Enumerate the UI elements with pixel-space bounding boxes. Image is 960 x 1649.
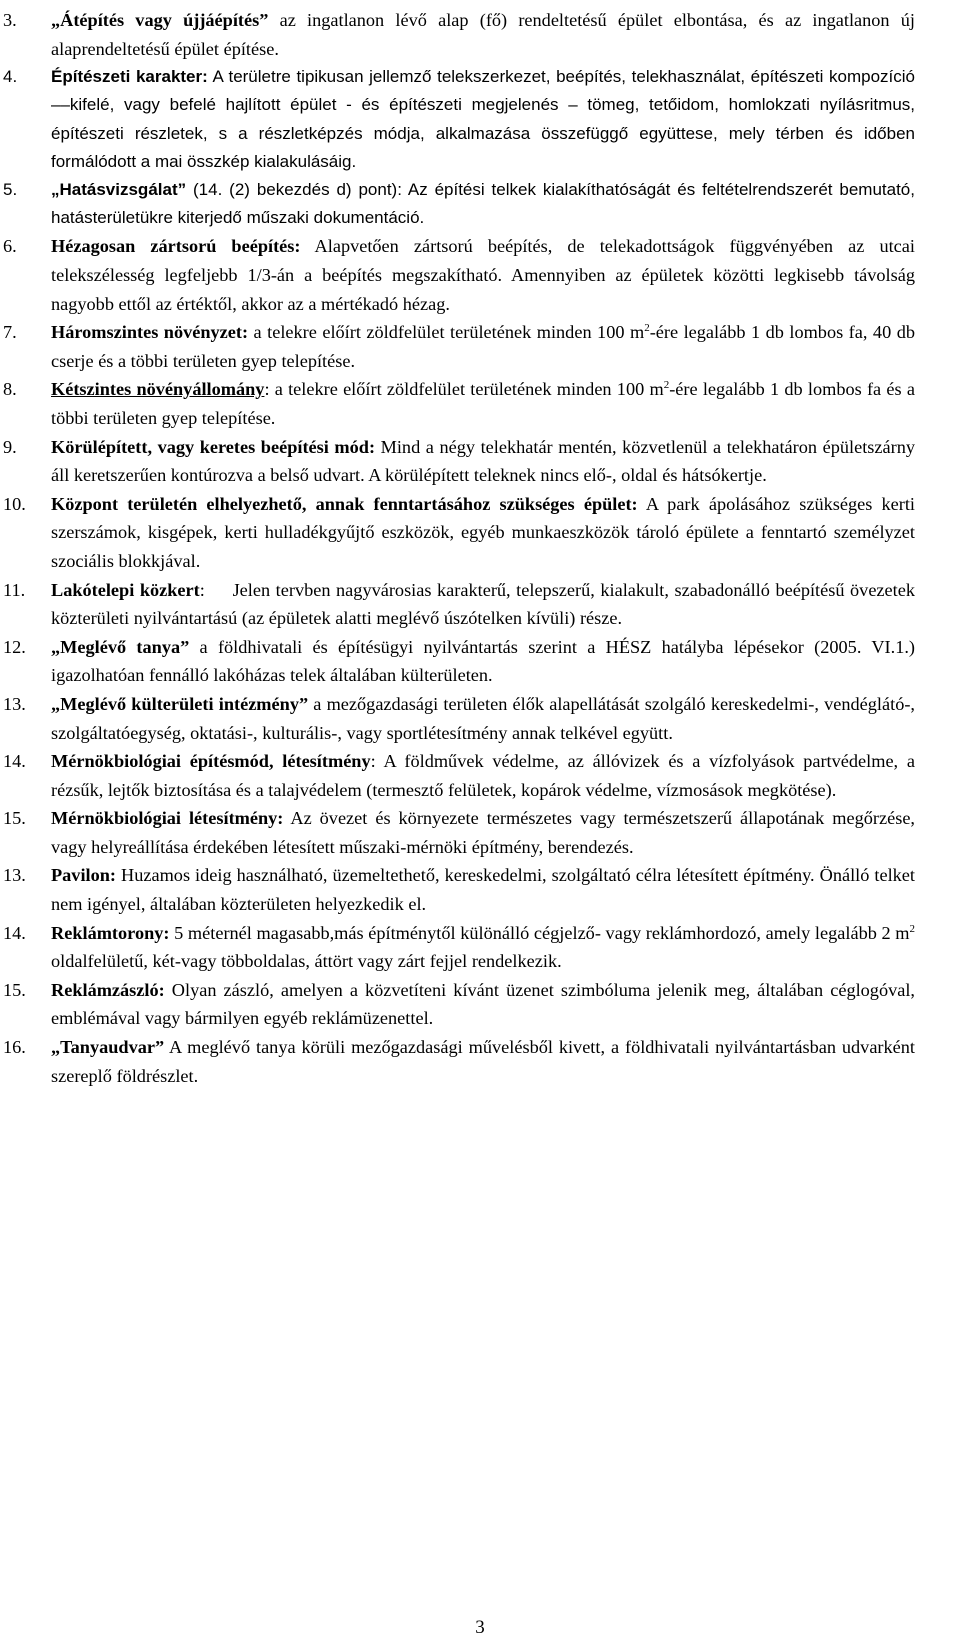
item-number: 12. [3,636,26,657]
definition-text: : Jelen tervben nagyvárosias karakterű, telepszerű, kialakult, szabadonálló beépítésű övezetek közterületi nyilvántartású (az épületek alatti meglévő úszótelken kívüli) része. [51,579,920,629]
item-number: 4. [3,67,18,87]
definition-item-reklamzaszlo [3,976,915,1033]
definition-text: az ingatlanon lévő alap (fő) rendeltetésű épület elbontása, és az ingatlanon új alaprendeltetésű épület építése. [51,10,915,59]
defined-term: Hézagosan zártsorú beépítés: [51,236,301,257]
item-text [51,433,915,490]
definition-item-15 [3,804,915,861]
defined-term: Építészeti karakter: [51,67,208,87]
item-text [51,490,915,576]
definition-text-continued: oldalfelületű, két-vagy többoldalas, áttört vagy zárt fejjel rendelkezik. [51,951,562,972]
defined-term: Reklámzászló: [51,979,165,1000]
item-text [51,576,920,633]
item-number: 15. [3,979,26,1000]
definition-text: a telekre előírt zöldfelület területének minden 100 m [248,322,645,343]
definition-item-tanyaudvar [3,1033,915,1090]
item-text [51,690,915,747]
definition-text: a mezőgazdasági területen élők alapellátását szolgáló kereskedelmi-, vendéglátó-, szolgáltatóegység, oktatási-, kulturális-, vagy sportlétesítmény annak telkével együtt. [51,693,915,743]
defined-term: Pavilon: [51,865,117,886]
item-number: 14. [3,751,26,772]
defined-term: Háromszintes növényzet: [51,322,249,343]
item-text [51,176,915,232]
item-text [51,747,915,804]
definition-text-continued: -ére legalább 1 db lombos fa és a többi területen gyep telepítése. [51,379,915,428]
definition-text-continued: -ére legalább 1 db lombos fa, 40 db cserje és a többi területen gyep telepítése. [51,322,915,371]
page-number: 3 [475,1617,485,1638]
definition-item-10 [3,490,915,576]
defined-term: „Meglévő külterületi intézmény” [51,693,309,714]
definition-text: Huzamos ideig használható, üzemeltethető, kereskedelmi, szolgáltató célra létesített építmény. Önálló telket nem igényel, általában közterületen helyezkedik el. [51,865,915,915]
definition-item-4 [3,63,915,176]
item-number: 7. [3,322,17,343]
item-number: 10. [3,493,26,514]
superscript: 2 [909,922,915,935]
definition-text: 5 méternél magasabb,más építménytől különálló cégjelző- vagy reklámhordozó, amely legalább 2 m [169,922,910,943]
item-number: 11. [3,579,26,600]
item-text [51,318,915,375]
defined-term: Mérnökbiológiai létesítmény: [51,808,284,829]
definition-list [3,6,920,1090]
definition-item-5 [3,176,915,232]
definition-item-3 [3,6,915,63]
item-text [51,63,915,176]
definition-item-7 [3,318,915,375]
definition-item-8 [3,375,915,432]
item-text [51,375,915,432]
item-number: 8. [3,379,17,400]
definition-item-13 [3,690,915,747]
item-number: 13. [3,865,26,886]
item-number: 16. [3,1037,26,1058]
defined-term: Lakótelepi közkert [51,579,200,600]
definition-item-12 [3,633,915,690]
definition-text: (14. (2) bekezdés d) pont): Az építési telkek kialakíthatóságát és feltételrendszerét bemutató, hatásterületükre kiterjedő műszaki dokumentáció. [51,180,915,228]
definition-text: A park ápolásához szükséges kerti szerszámok, kisgépek, kerti hulladékgyűjtő eszközök, egyéb munkaeszközök tároló épülete a fenntartó személyzet szociális blokkjával. [51,493,915,571]
definition-text: Olyan zászló, amelyen a közvetíteni kívánt üzenet szimbóluma jelenik meg, általában céglogóval, emblémával vagy bármilyen egyéb reklámüzenettel. [51,979,915,1029]
item-number: 5. [3,180,18,199]
defined-term: Kétszintes növényállomány [51,379,265,400]
definition-text: : a telekre előírt zöldfelület területének minden 100 m [264,379,664,400]
definition-item-6 [3,232,915,318]
definition-item-11 [3,576,920,633]
item-number: 6. [3,236,17,257]
defined-term: Reklámtorony: [51,922,170,943]
item-number: 14. [3,922,26,943]
defined-term: Mérnökbiológiai építésmód, létesítmény [51,751,371,772]
item-number: 3. [3,10,17,30]
item-text [51,861,915,918]
defined-term: Központ területén elhelyezhető, annak fenntartásához szükséges épület: [51,493,638,514]
item-text [51,6,915,63]
definition-text: a földhivatali és építésügyi nyilvántartás szerint a HÉSZ hatályba lépésekor (2005. VI.1.) igazolhatóan fennálló lakóházas telek általában külterületen. [51,636,916,686]
item-text [51,1033,915,1090]
definition-text: : A földművek védelme, az állóvizek és a vízfolyások partvédelme, a rézsűk, lejtők biztosítása és a talajvédelem (termesztő felületek, kopárok védelme, vízmosások megkötése). [51,751,915,800]
definition-text: A területre tipikusan jellemző telekszerkezet, beépítés, telekhasználat, építészeti kompozíció ––kifelé, vagy befelé hajlított épület - és építészeti megjelenés – tömeg, tetőidom, homlokzati nyílásritmus, építészeti részletek, s a részletképzés módja, alkalmazása összefüggő együttese, mely térben és időben formálódott a mai összkép kialakulásáig. [51,67,915,171]
item-number: 9. [3,436,17,457]
definition-text: Mind a négy telekhatár mentén, közvetlenül a telekhatáron épületszárny áll keretszerűen kontúrozva a belső udvart. A körülépített teleknek nincs elő-, oldal és hátsókertje. [51,436,915,486]
defined-term: Körülépített, vagy keretes beépítési mód: [51,436,376,457]
definition-item-reklamtorony [3,919,915,976]
superscript: 2 [644,322,650,335]
defined-term: „Tanyaudvar” [51,1037,165,1058]
definition-text: Az övezet és környezete természetes vagy természetszerű állapotának megőrzése, vagy helyreállítása érdekében létesített műszaki-mérnöki építmény, berendezés. [51,808,915,857]
item-text [51,919,915,976]
item-number: 15. [3,808,26,829]
item-text [51,633,915,690]
definition-text: A meglévő tanya körüli mezőgazdasági művelésből kivett, a földhivatali nyilvántartásban udvarként szereplő földrészlet. [51,1037,915,1086]
defined-term: „Átépítés vagy újjáépítés” [51,10,269,30]
defined-term: „Hatásvizsgálat” [51,180,187,199]
definition-text: Alapvetően zártsorú beépítés, de telekadottságok függvényében az utcai telekszélesség legfeljebb 1/3-án a beépítés megszakítható. Amennyiben az épületek közötti legkisebb távolság nagyobb ettől az értéktől, akkor az a mértékadó hézag. [51,236,915,314]
item-text [51,976,915,1033]
definition-item-pavilon [3,861,915,918]
superscript: 2 [663,379,670,392]
item-number: 13. [3,693,26,714]
definition-item-9 [3,433,915,490]
item-text [51,804,915,861]
item-text [51,232,915,318]
defined-term: „Meglévő tanya” [51,636,190,657]
definition-item-14 [3,747,915,804]
